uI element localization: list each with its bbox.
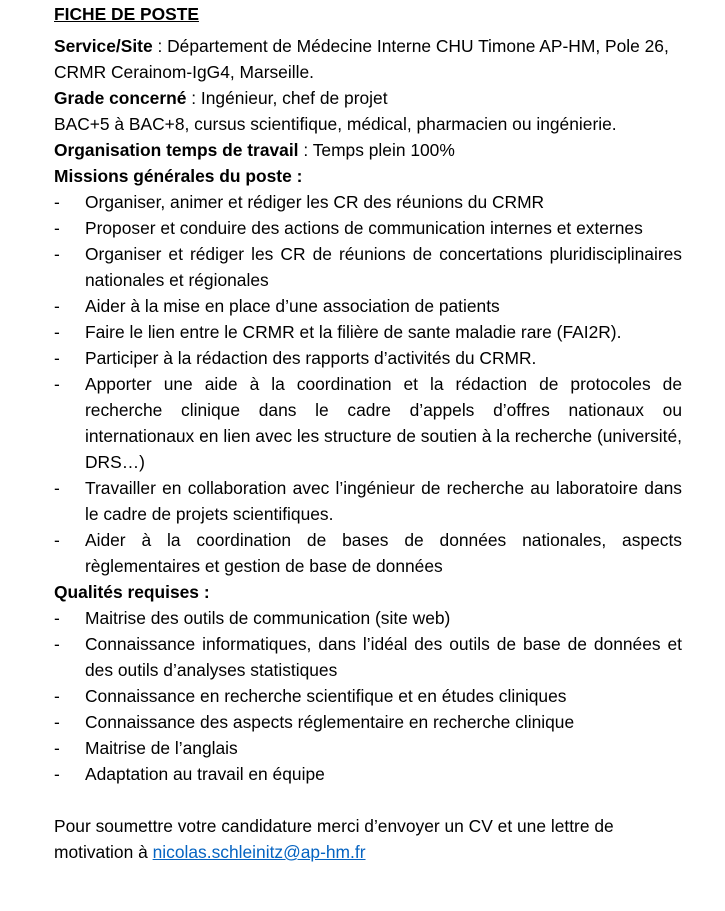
education-paragraph: BAC+5 à BAC+8, cursus scientifique, médical, pharmacien ou ingénierie. xyxy=(54,114,617,134)
mission-text: Aider à la mise en place d’une association de patients xyxy=(85,296,500,316)
worktime-value: Temps plein 100% xyxy=(312,140,455,160)
list-item xyxy=(54,709,682,735)
dash-bullet: - xyxy=(54,738,60,758)
mission-text: Participer à la rédaction des rapports d’activités du CRMR. xyxy=(85,348,537,368)
dash-bullet: - xyxy=(54,712,60,732)
blank-line xyxy=(54,787,682,813)
dash-bullet: - xyxy=(54,374,60,394)
list-item xyxy=(54,475,682,527)
list-item xyxy=(54,371,682,475)
dash-bullet: - xyxy=(54,296,60,316)
mission-text: Aider à la coordination de bases de données nationales, aspects règlementaires et gestion de base de données xyxy=(85,530,682,576)
list-item xyxy=(54,345,682,371)
grade-separator: : xyxy=(186,88,201,108)
dash-bullet: - xyxy=(54,478,60,498)
dash-bullet: - xyxy=(54,218,60,238)
document-title: FICHE DE POSTE xyxy=(54,4,199,24)
closing-text: Pour soumettre votre candidature merci d’envoyer un CV et une lettre de motivation à xyxy=(54,816,614,862)
dash-bullet: - xyxy=(54,686,60,706)
missions-list xyxy=(54,189,682,579)
qualities-list xyxy=(54,605,682,787)
quality-text: Connaissance informatiques, dans l’idéal des outils de base de données et des outils d’analyses statistiques xyxy=(85,634,682,680)
quality-text: Maitrise de l’anglais xyxy=(85,738,238,758)
service-site-paragraph xyxy=(54,33,682,85)
dash-bullet: - xyxy=(54,764,60,784)
worktime-paragraph xyxy=(54,137,682,163)
worktime-label: Organisation temps de travail xyxy=(54,140,299,160)
grade-paragraph xyxy=(54,85,682,111)
service-site-separator: : xyxy=(152,36,168,56)
list-item xyxy=(54,631,682,683)
list-item xyxy=(54,215,682,241)
mission-text: Proposer et conduire des actions de communication internes et externes xyxy=(85,218,643,238)
mission-text: Organiser, animer et rédiger les CR des réunions du CRMR xyxy=(85,192,545,212)
dash-bullet: - xyxy=(54,530,60,550)
list-item xyxy=(54,319,682,345)
list-item xyxy=(54,735,682,761)
closing-paragraph xyxy=(54,813,682,865)
grade-label: Grade concerné xyxy=(54,88,187,108)
grade-value: Ingénieur, chef de projet xyxy=(200,88,388,108)
missions-title: Missions générales du poste : xyxy=(54,166,303,186)
quality-text: Connaissance des aspects réglementaire en recherche clinique xyxy=(85,712,575,732)
email-link[interactable]: nicolas.schleinitz@ap-hm.fr xyxy=(152,842,366,862)
dash-bullet: - xyxy=(54,608,60,628)
list-item xyxy=(54,293,682,319)
list-item xyxy=(54,761,682,787)
dash-bullet: - xyxy=(54,322,60,342)
dash-bullet: - xyxy=(54,348,60,368)
list-item xyxy=(54,189,682,215)
qualities-title: Qualités requises : xyxy=(54,582,210,602)
dash-bullet: - xyxy=(54,634,60,654)
list-item xyxy=(54,683,682,709)
job-posting-document xyxy=(54,0,682,865)
list-item xyxy=(54,605,682,631)
mission-text: Organiser et rédiger les CR de réunions de concertations pluridisciplinaires nationales et régionales xyxy=(85,244,682,290)
list-item xyxy=(54,241,682,293)
mission-text: Faire le lien entre le CRMR et la filière de sante maladie rare (FAI2R). xyxy=(85,322,622,342)
mission-text: Travailler en collaboration avec l’ingénieur de recherche au laboratoire dans le cadre de projets scientifiques. xyxy=(85,478,682,524)
worktime-separator: : xyxy=(298,140,313,160)
dash-bullet: - xyxy=(54,244,60,264)
service-site-value: Département de Médecine Interne CHU Timone AP-HM, Pole 26, CRMR Cerainom-IgG4, Marseille. xyxy=(54,36,669,82)
list-item xyxy=(54,527,682,579)
quality-text: Connaissance en recherche scientifique et en études cliniques xyxy=(85,686,567,706)
service-site-label: Service/Site xyxy=(54,36,153,56)
quality-text: Adaptation au travail en équipe xyxy=(85,764,325,784)
dash-bullet: - xyxy=(54,192,60,212)
mission-text: Apporter une aide à la coordination et la rédaction de protocoles de recherche clinique dans le cadre d’appels d’offres nationaux ou internationaux en lien avec les structure de soutien à la recherche (université, DRS…) xyxy=(85,374,682,472)
quality-text: Maitrise des outils de communication (site web) xyxy=(85,608,451,628)
